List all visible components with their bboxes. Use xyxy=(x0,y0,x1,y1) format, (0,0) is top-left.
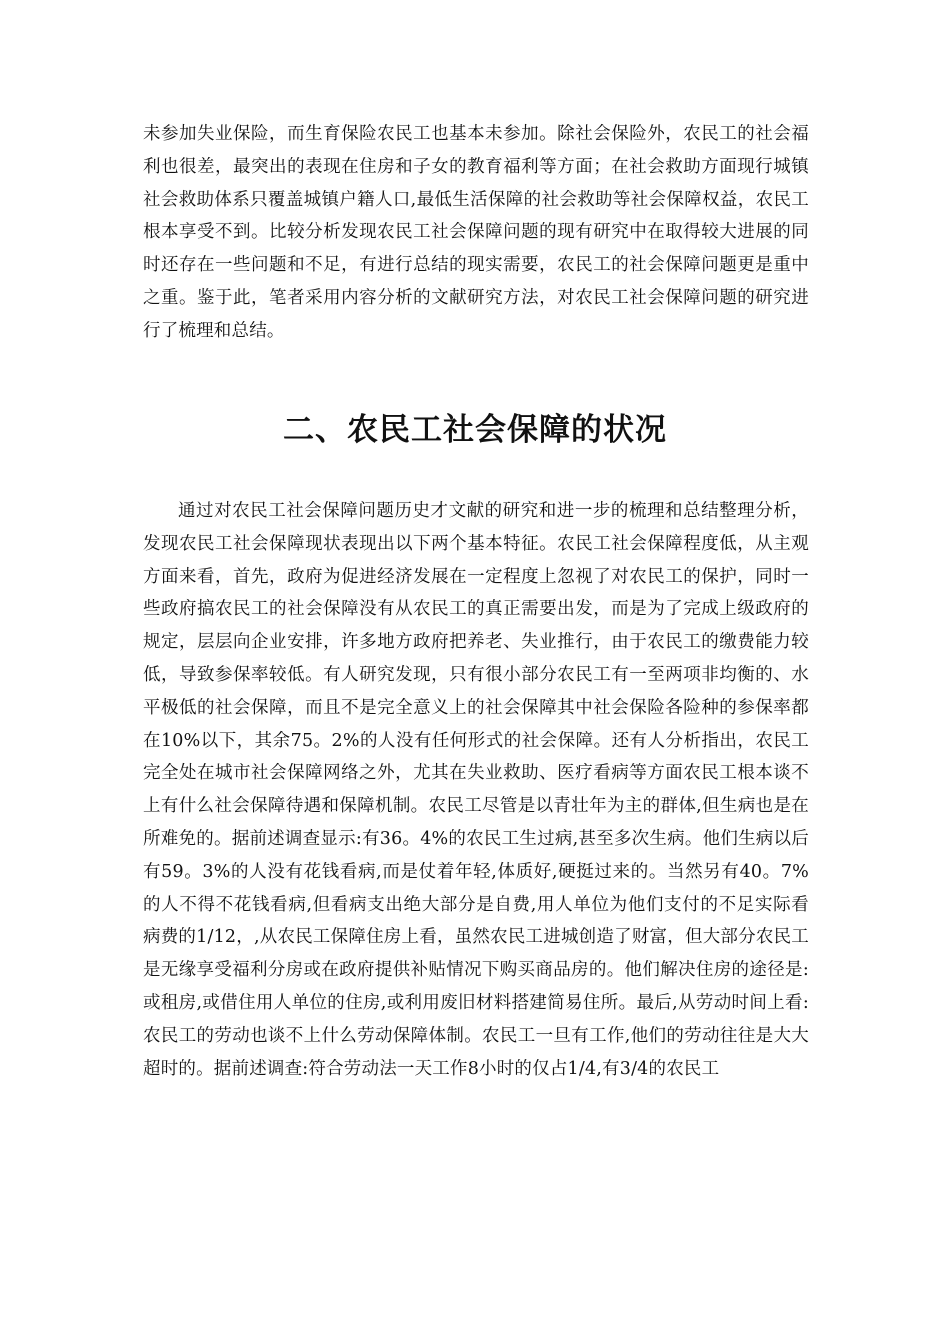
section-heading: 二、农民工社会保障的状况 xyxy=(283,412,667,448)
body-paragraph-1: 未参加失业保险，而生育保险农民工也基本未参加。除社会保险外，农民工的社会福利也很差，最突出的表现在住房和子女的教育福利等方面；在社会救助方面现行城镇社会救助体系只覆盖城镇户籍人口,最低生活保障的社会救助等社会保障权益，农民工根本享受不到。比较分析发现农民工社会保障问题的现有研究中在取得较大进展的同时还存在一些问题和不足，有进行总结的现实需要，农民工的社会保障问题更是重中之重。鉴于此，笔者采用内容分析的文献研究方法，对农民工社会保障问题的研究进行了梳理和总结。 xyxy=(143,124,809,341)
body-paragraph-2: 通过对农民工社会保障问题历史才文献的研究和进一步的梳理和总结整理分析，发现农民工社会保障现状表现出以下两个基本特征。农民工社会保障程度低，从主观方面来看，首先，政府为促进经济发展在一定程度上忽视了对农民工的保护，同时一些政府搞农民工的社会保障没有从农民工的真正需要出发，而是为了完成上级政府的规定，层层向企业安排，许多地方政府把养老、失业推行，由于农民工的缴费能力较低，导致参保率较低。有人研究发现，只有很小部分农民工有一至两项非均衡的、水平极低的社会保障，而且不是完全意义上的社会保障其中社会保险各险种的参保率都在10%以下，其余75。2%的人没有任何形式的社会保障。还有人分析指出，农民工完全处在城市社会保障网络之外，尤其在失业救助、医疗看病等方面农民工根本谈不上有什么社会保障待遇和保障机制。农民工尽管是以青壮年为主的群体,但生病也是在所难免的。据前述调查显示:有36。4%的农民工生过病,甚至多次生病。他们生病以后有59。3%的人没有花钱看病,而是仗着年轻,体质好,硬挺过来的。当然另有40。7%的人不得不花钱看病,但看病支出绝大部分是自费,用人单位为他们支付的不足实际看病费的1/12，,从农民工保障住房上看，虽然农民工进城创造了财富，但大部分农民工是无缘享受福利分房或在政府提供补贴情况下购买商品房的。他们解决住房的途径是:或租房,或借住用人单位的住房,或利用废旧材料搭建简易住所。最后,从劳动时间上看:农民工的劳动也谈不上什么劳动保障体制。农民工一旦有工作,他们的劳动往往是大大超时的。据前述调查:符合劳动法一天工作8小时的仅占1/4,有3/4的农民工 xyxy=(143,501,809,1079)
